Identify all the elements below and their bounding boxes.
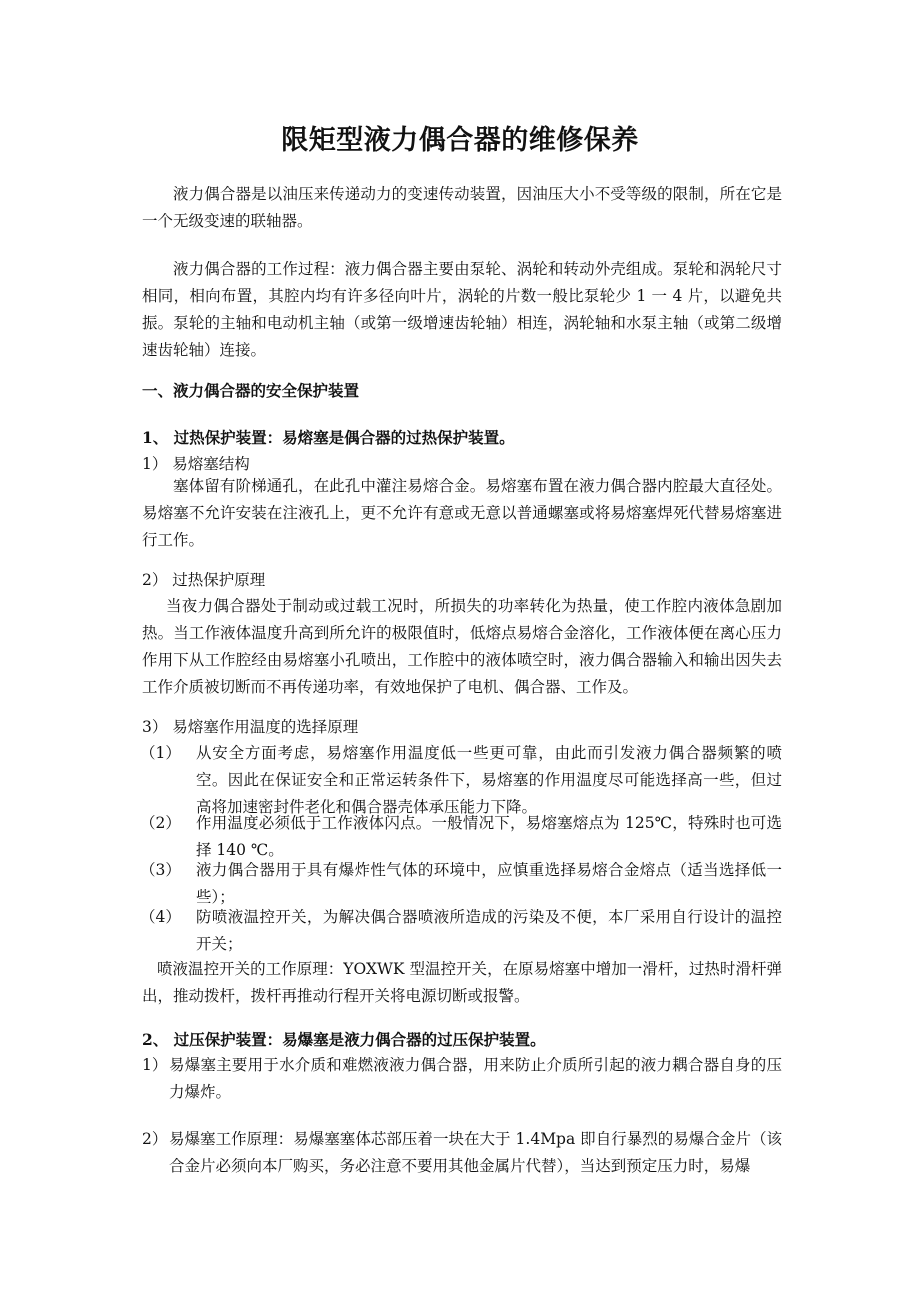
sub-text: 易爆塞工作原理：易爆塞塞体芯部压着一块在大于 1.4Mpa 即自行暴烈的易爆合金片（该合金片必须向本厂购买，务必注意不要用其他金属片代替），当达到预定压力时，易爆 (169, 1130, 782, 1175)
item-text: 作用温度必须低于工作液体闪点。一般情况下，易熔塞熔点为 125℃，特殊时也可选择 140 ℃。 (196, 814, 782, 859)
overpressure-sub-2 (142, 1126, 782, 1180)
temperature-item-3 (140, 857, 782, 911)
fusible-plug-structure-title: 1） 易熔塞结构 (142, 455, 250, 473)
sub-number: 2） (142, 1130, 168, 1148)
intro-paragraph: 液力偶合器是以油压来传递动力的变速传动装置，因油压大小不受等级的限制，所在它是一个无级变速的联轴器。 (142, 185, 782, 230)
fusible-plug-structure-text: 塞体留有阶梯通孔，在此孔中灌注易熔合金。易熔塞布置在液力偶合器内腔最大直径处。易熔塞不允许安装在注液孔上，更不允许有意或无意以普通螺塞或将易熔塞焊死代替易熔塞进行工作。 (142, 477, 782, 549)
document-title: 限矩型液力偶合器的维修保养 (281, 125, 639, 156)
temperature-item-1 (140, 740, 782, 821)
overpressure-protection-heading: 2、 过压保护装置：易爆塞是液力偶合器的过压保护装置。 (142, 1030, 546, 1049)
temperature-switch-note: 喷液温控开关的工作原理：YOXWK 型温控开关，在原易熔塞中增加一滑杆，过热时滑杆弹出，推动拨杆，拨杆再推动行程开关将电源切断或报警。 (142, 960, 782, 1005)
work-process-paragraph: 液力偶合器的工作过程：液力偶合器主要由泵轮、涡轮和转动外壳组成。泵轮和涡轮尺寸相同，相向布置，其腔内均有许多径向叶片，涡轮的片数一般比泵轮少 1 一 4 片，以避免共振。泵轮的主轴和电动机主轴（或第一级增速齿轮轴）相连，涡轮轴和水泵主轴（或第二级增速齿轮轴）连接。 (142, 260, 782, 359)
item-text: 防喷液温控开关，为解决偶合器喷液所造成的污染及不便，本厂采用自行设计的温控开关； (196, 908, 782, 953)
temperature-item-2 (140, 810, 782, 864)
overpressure-sub-1 (142, 1052, 782, 1106)
item-number: （3） (140, 861, 181, 879)
item-number: （4） (140, 908, 181, 926)
item-text: 从安全方面考虑，易熔塞作用温度低一些更可靠，由此而引发液力偶合器频繁的喷空。因此在保证安全和正常运转条件下，易熔塞的作用温度尽可能选择高一些，但过高将加速密封件老化和偶合器壳体承压能力下降。 (196, 744, 782, 816)
sub-text: 易爆塞主要用于水介质和难燃液液力偶合器，用来防止介质所引起的液力耦合器自身的压力爆炸。 (169, 1056, 782, 1101)
item-number: （2） (140, 814, 181, 832)
temperature-item-4 (140, 904, 782, 958)
overheat-principle-text: 当夜力偶合器处于制动或过载工况时，所损失的功率转化为热量，使工作腔内液体急剧加热。当工作液体温度升高到所允许的极限值时，低熔点易熔合金溶化，工作液体便在离心压力作用下从工作腔经由易熔塞小孔喷出，工作腔中的液体喷空时，液力偶合器输入和输出因失去工作介质被切断而不再传递功率，有效地保护了电机、偶合器、工作及。 (142, 597, 782, 696)
overheat-protection-heading: 1、 过热保护装置：易熔塞是偶合器的过热保护装置。 (142, 428, 515, 447)
sub-number: 1） (142, 1056, 168, 1074)
section1-heading: 一、液力偶合器的安全保护装置 (142, 381, 360, 400)
item-number: （1） (140, 744, 181, 762)
item-text: 液力偶合器用于具有爆炸性气体的环境中，应慎重选择易熔合金熔点（适当选择低一些）； (196, 861, 782, 906)
temperature-selection-title: 3） 易熔塞作用温度的选择原理 (142, 718, 359, 736)
overheat-principle-title: 2） 过热保护原理 (142, 571, 266, 589)
